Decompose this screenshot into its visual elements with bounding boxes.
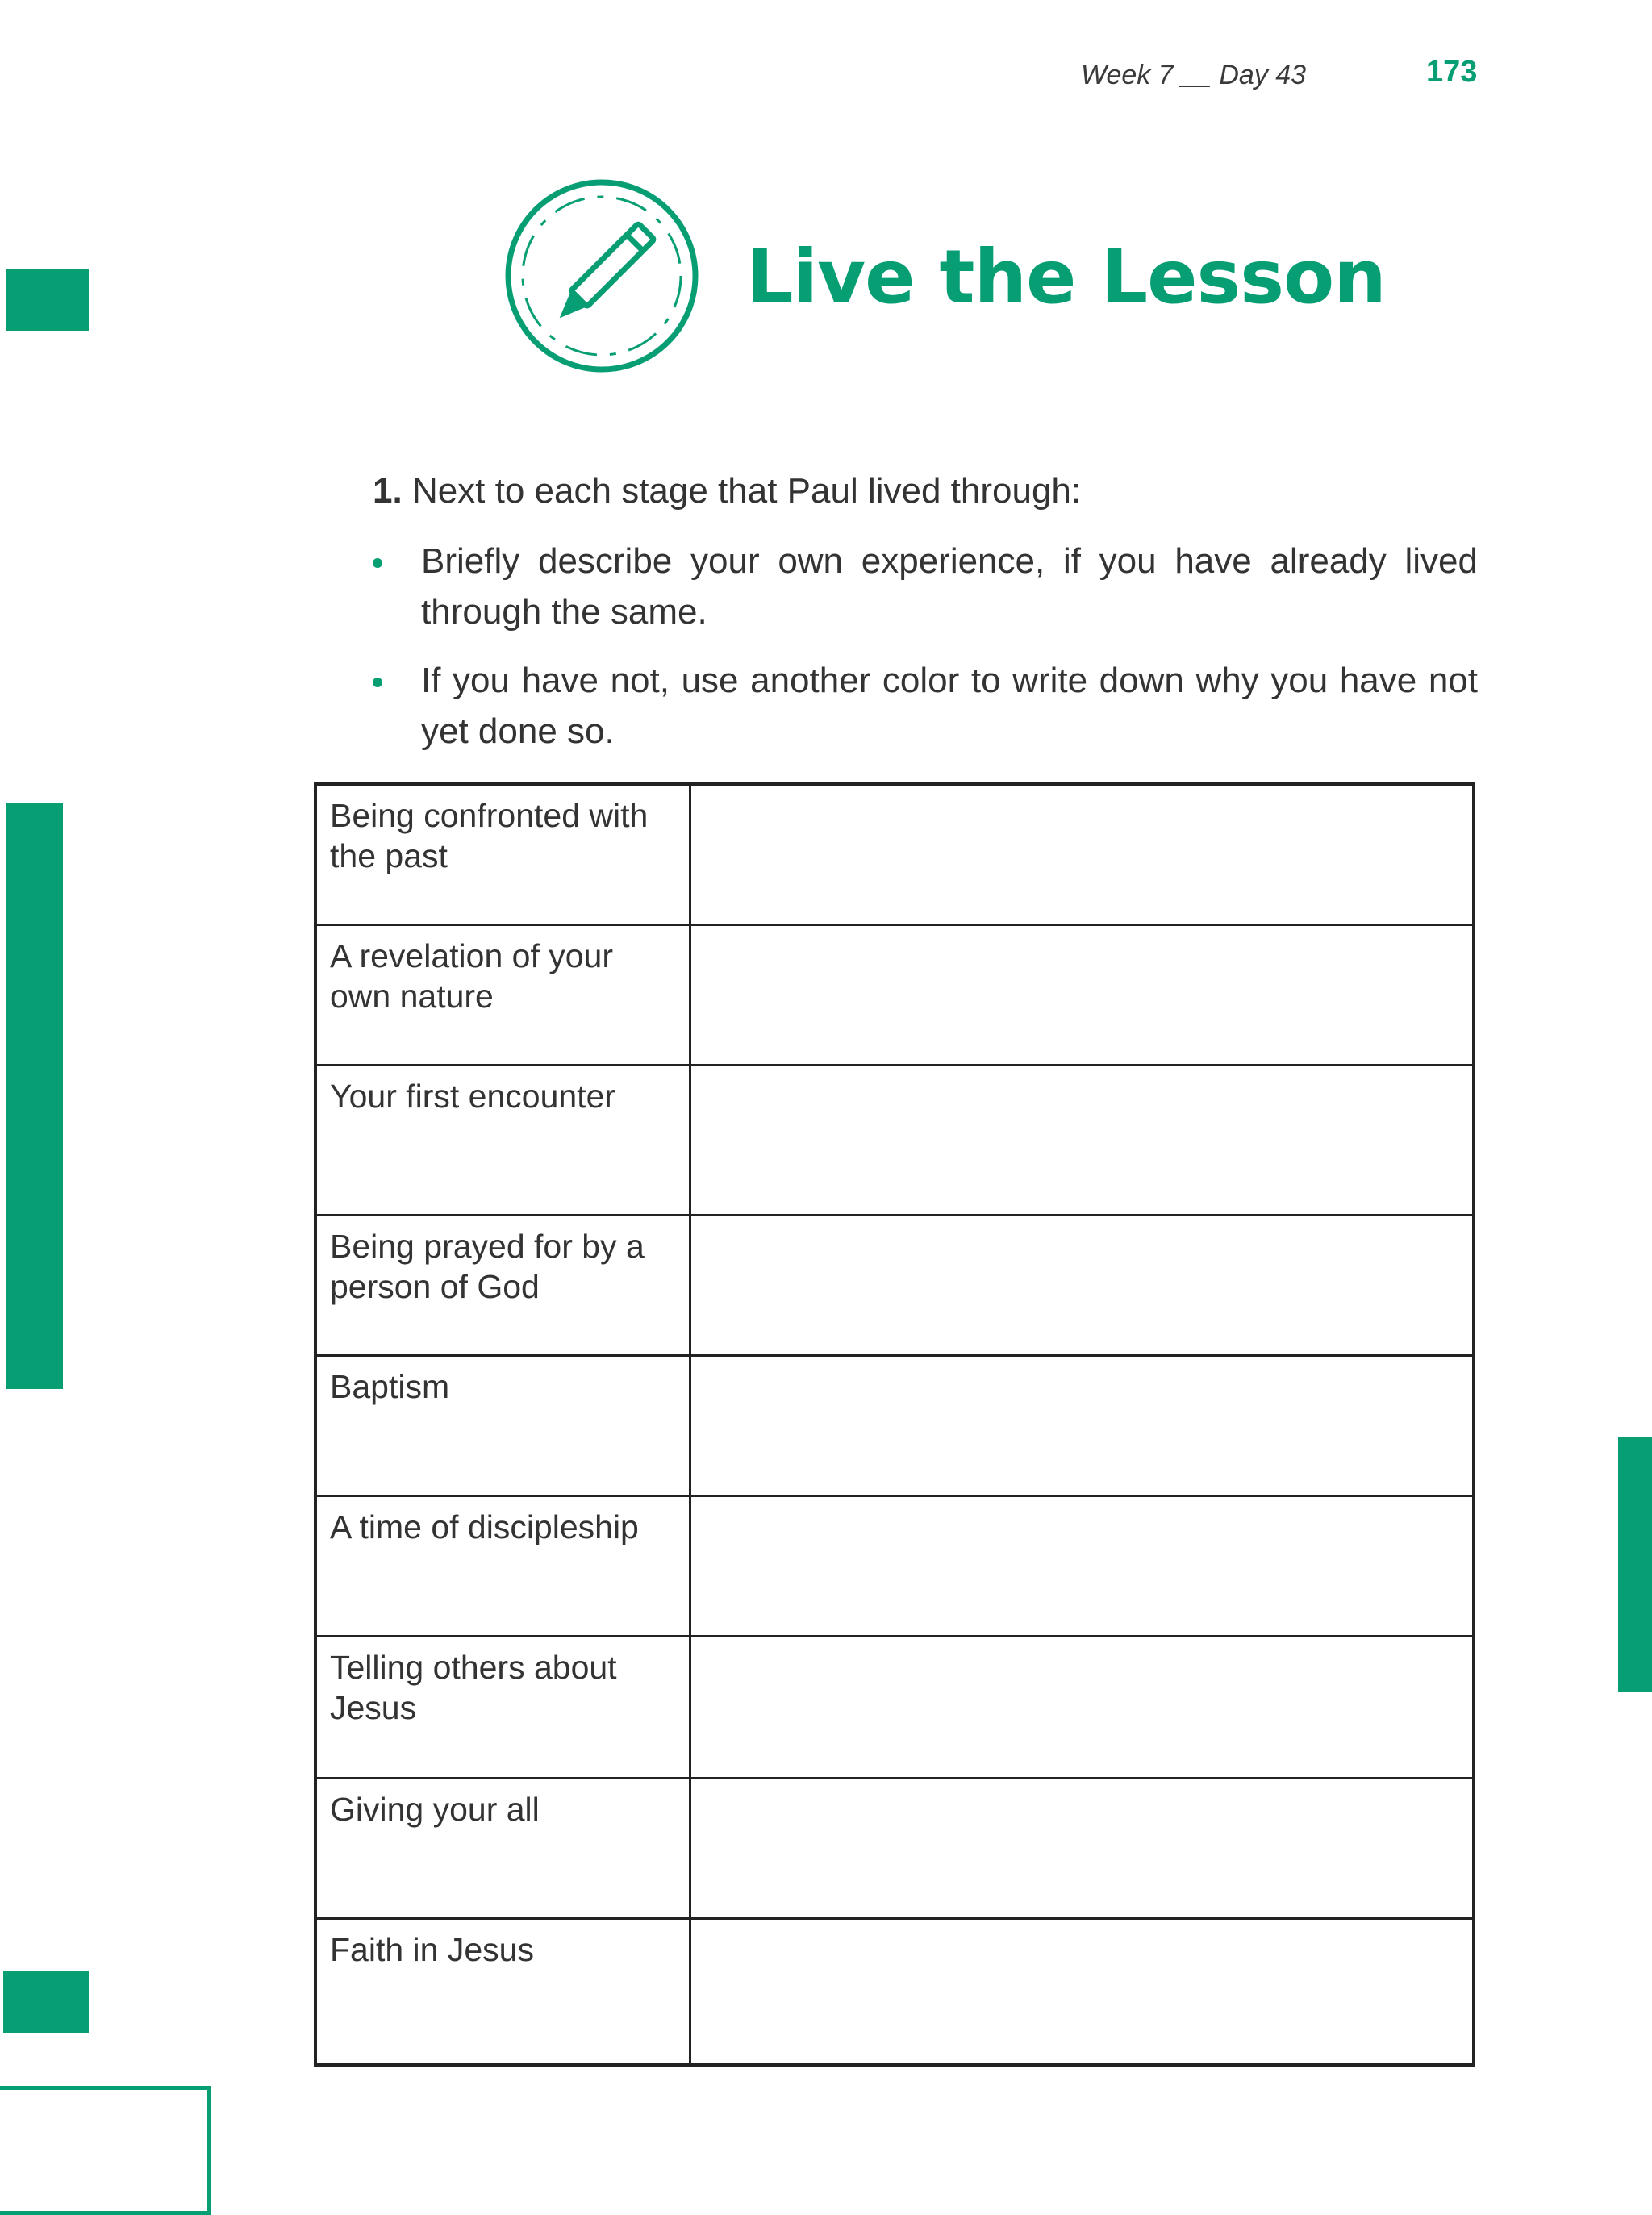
stage-label: Giving your all	[317, 1779, 691, 1917]
table-row	[317, 926, 1472, 1066]
pencil-icon	[503, 177, 700, 374]
section-title: Live the Lesson	[746, 234, 1386, 320]
stage-label: Your first encounter	[317, 1066, 691, 1214]
edge-tab-right	[1618, 1437, 1652, 1692]
edge-tab-bottom-left	[3, 1971, 89, 2033]
question-text: Next to each stage that Paul lived through:	[411, 471, 1082, 511]
bullet-item	[373, 655, 1478, 757]
bullet-dot	[373, 558, 382, 568]
answer-cell[interactable]	[691, 1920, 1472, 2065]
bullet-text: If you have not, use another color to write down why you have not yet done so.	[421, 661, 1478, 751]
bullet-dot	[373, 678, 382, 687]
corner-box	[0, 2086, 211, 2215]
stage-label: A time of discipleship	[317, 1497, 691, 1635]
question-1	[373, 471, 1478, 511]
answer-cell[interactable]	[691, 1066, 1472, 1214]
week-day-label: Week 7 __ Day 43	[1081, 60, 1307, 90]
table-row	[317, 1066, 1472, 1216]
table-row	[317, 1637, 1472, 1779]
answer-cell[interactable]	[691, 1779, 1472, 1917]
bullet-item	[373, 536, 1478, 637]
answer-cell[interactable]	[691, 926, 1472, 1064]
bullet-text: Briefly describe your own experience, if you have already lived through the same.	[421, 541, 1478, 632]
stage-label: Being prayed for by a person of God	[317, 1216, 691, 1354]
table-row	[317, 1216, 1472, 1357]
stage-label: Telling others about Jesus	[317, 1637, 691, 1777]
edge-tab-left-long	[6, 803, 63, 1389]
table-row	[317, 1357, 1472, 1497]
stage-label: Faith in Jesus	[317, 1920, 691, 2065]
page-number: 173	[1426, 55, 1478, 89]
answer-cell[interactable]	[691, 1637, 1472, 1777]
answer-cell[interactable]	[691, 1216, 1472, 1354]
answer-cell[interactable]	[691, 1357, 1472, 1495]
table-row	[317, 786, 1472, 926]
table-row	[317, 1779, 1472, 1920]
stage-label: Baptism	[317, 1357, 691, 1495]
question-number: 1.	[373, 471, 403, 511]
stage-label: Being confronted with the past	[317, 786, 691, 924]
table-row	[317, 1497, 1472, 1637]
stage-label: A revelation of your own nature	[317, 926, 691, 1064]
answer-cell[interactable]	[691, 786, 1472, 924]
edge-tab-top-left	[6, 269, 89, 331]
table-row	[317, 1920, 1472, 2065]
answer-cell[interactable]	[691, 1497, 1472, 1635]
stages-table	[314, 782, 1475, 2067]
